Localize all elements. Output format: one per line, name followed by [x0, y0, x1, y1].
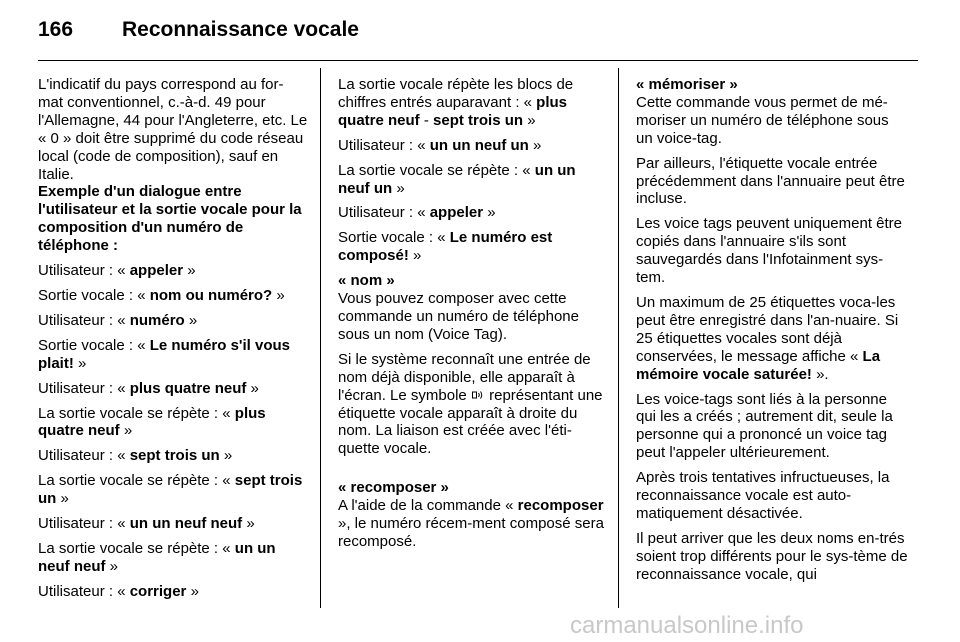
dialogue-utterance: Le numéro est composé! — [338, 229, 553, 265]
dialogue-speaker: La sortie vocale se répète : « — [338, 161, 535, 179]
dialogue-line — [38, 262, 308, 280]
dialogue-speaker: Utilisateur : « — [38, 262, 130, 280]
dialogue-speaker: Utilisateur : « — [38, 515, 130, 533]
column-divider-2 — [618, 68, 619, 608]
nom-text-a: Si le système reconnaît une entrée de nom déjà disponible, elle apparaît à l'écran. Le symbole — [338, 350, 591, 404]
column-1 — [38, 76, 308, 608]
dialogue-quote-close: » — [242, 515, 255, 533]
dialogue-line — [38, 472, 308, 508]
memoriser-text-a: Un maximum de 25 étiquettes voca-les peut être enregistré dans l'an-nuaire. Si 25 étiquettes vocales sont déjà conservées, le message affiche « — [636, 293, 899, 365]
dialogue-heading-text: Exemple d'un dialogue entre l'utilisateur et la sortie vocale pour la composition d'un numéro de téléphone : — [38, 183, 302, 255]
dialogue-utterance: Le numéro s'il vous plait! — [38, 336, 291, 372]
dialogue-quote-close: » — [392, 179, 405, 197]
dialogue-speaker: Utilisateur : « — [38, 379, 130, 397]
nom-text-b: représentant une étiquette vocale apparaît à droite du nom. La liaison est créée avec l'éti-quette vocale. — [338, 386, 603, 458]
nom-heading-text: « nom » — [338, 272, 395, 290]
dialogue-quote-close: » — [272, 286, 285, 304]
dialogue-line — [338, 229, 606, 265]
dialogue-quote-close: » — [186, 582, 199, 600]
country-code-paragraph: L'indicatif du pays correspond au for-mat conventionnel, c.-à-d. 49 pour l'Allemagne, 44 pour l'Angleterre, etc. Le « 0 » doit être supprimé du code réseau local (code de composition), sauf en Italie. — [38, 76, 308, 183]
dialogue-speaker: La sortie vocale se répète : « — [38, 539, 235, 557]
memoriser-paragraph-1: Cette commande vous permet de mé-moriser un numéro de téléphone sous un voice-tag. — [636, 93, 889, 147]
column-3 — [636, 76, 908, 591]
repeat-block-1: plus quatre neuf — [338, 93, 568, 129]
dialogue-quote-close: » — [246, 379, 259, 397]
watermark: carmanualsonline.info — [570, 612, 804, 639]
recomposer-heading-text: « recomposer » — [338, 479, 449, 497]
memoriser-heading — [636, 76, 908, 94]
nom-paragraph-2 — [338, 351, 606, 458]
dialogue-utterance: un un neuf un — [338, 161, 576, 197]
page-title: Reconnaissance vocale — [122, 18, 359, 41]
memoriser-text-b: ». — [811, 365, 829, 383]
dialogue-utterance: un un neuf un — [429, 136, 529, 154]
dialogue-utterance: sept trois un — [129, 447, 220, 465]
dialogue-speaker: Utilisateur : « — [38, 582, 130, 600]
dialogue-speaker: Sortie vocale : « — [38, 286, 150, 304]
dialogue-utterance: appeler — [429, 204, 484, 222]
dialogue-quote-close: » — [483, 204, 496, 222]
dialogue-quote-close: » — [184, 311, 198, 329]
repeat-blocks-paragraph — [338, 76, 606, 130]
repeat-text: La sortie vocale répète les blocs de chiffres entrés auparavant : « — [338, 76, 574, 111]
recomposer-text-b: », le numéro récem-ment composé sera recomposé. — [338, 515, 604, 550]
dialogue-example-heading — [38, 183, 308, 255]
dialogue-quote-close: » — [408, 247, 422, 265]
nom-heading — [338, 272, 606, 290]
nom-paragraph-1: Vous pouvez composer avec cette commande un numéro de téléphone sous un nom (Voice Tag). — [338, 290, 579, 343]
dialogue-line — [38, 540, 308, 576]
dialogue-line — [338, 204, 606, 222]
dialogue-line — [38, 312, 308, 330]
dialogue-quote-close: » — [219, 447, 233, 465]
dialogue-quote-close: » — [119, 422, 133, 440]
memory-full-message: La mémoire vocale saturée! — [636, 347, 881, 383]
header-rule — [38, 60, 918, 61]
memoriser-paragraph-6: Après trois tentatives infructueuses, la reconnaissance vocale est auto-matiquement désactivée. — [636, 469, 890, 522]
dialogue-speaker: Utilisateur : « — [38, 447, 130, 465]
dialogue-speaker: Utilisateur : « — [38, 311, 130, 329]
page-number: 166 — [38, 18, 74, 41]
dialogue-line — [38, 583, 308, 601]
memoriser-paragraph-4 — [636, 294, 908, 384]
recomposer-paragraph — [338, 497, 606, 551]
spacer — [338, 465, 606, 479]
recomposer-heading — [338, 479, 606, 497]
dialogue-line — [38, 287, 308, 305]
dialogue-utterance: sept trois un — [38, 472, 303, 508]
dialogue-line — [338, 162, 606, 198]
dialogue-line — [38, 515, 308, 533]
memoriser-paragraph-5: Les voice-tags sont liés à la personne qui les a créés ; autrement dit, seule la personne qui a prononcé un voice tag peut l'appeler ultérieurement. — [636, 390, 893, 462]
dialogue-speaker: La sortie vocale se répète : « — [38, 404, 235, 422]
dialogue-quote-close: » — [183, 262, 196, 280]
memoriser-paragraph-7: Il peut arriver que les deux noms en-trés soient trop différents pour le sys-tème de reconnaissance vocale, qui — [636, 529, 908, 583]
memoriser-paragraph-3: Les voice tags peuvent uniquement être copiés dans l'annuaire s'ils sont sauvegardés dans l'Infotainment sys-tem. — [636, 215, 903, 287]
dialogue-speaker: Sortie vocale : « — [338, 229, 450, 247]
dialogue-quote-close: » — [105, 557, 119, 575]
dialogue-speaker: Utilisateur : « — [338, 136, 430, 154]
repeat-quote-close: » — [523, 111, 536, 129]
dialogue-speaker: Utilisateur : « — [338, 204, 430, 222]
column-divider-1 — [320, 68, 321, 608]
dialogue-quote-close: » — [528, 136, 542, 154]
dialogue-line — [38, 337, 308, 373]
voice-tag-icon — [472, 389, 484, 401]
memoriser-paragraph-2: Par ailleurs, l'étiquette vocale entrée précédemment dans l'annuaire peut être incluse. — [636, 154, 905, 208]
dialogue-speaker: La sortie vocale se répète : « — [38, 472, 235, 490]
dialogue-line — [38, 380, 308, 398]
repeat-separator: - — [419, 111, 434, 129]
dialogue-quote-close: » — [56, 490, 69, 508]
repeat-block-2: sept trois un — [433, 111, 524, 129]
column-2 — [338, 76, 606, 558]
recomposer-command: recomposer — [517, 497, 604, 515]
dialogue-utterance: un un neuf neuf — [38, 539, 276, 575]
dialogue-line — [38, 447, 308, 465]
dialogue-utterance: plus quatre neuf — [129, 379, 247, 397]
memoriser-heading-text: « mémoriser » — [636, 76, 738, 93]
dialogue-utterance: appeler — [129, 262, 184, 280]
dialogue-utterance: numéro — [129, 311, 185, 329]
dialogue-line — [38, 405, 308, 441]
dialogue-utterance: nom ou numéro? — [149, 286, 273, 304]
dialogue-speaker: Sortie vocale : « — [38, 336, 150, 354]
recomposer-text-a: A l'aide de la commande « — [338, 497, 518, 515]
dialogue-line — [338, 137, 606, 155]
dialogue-utterance: un un neuf neuf — [129, 515, 243, 533]
dialogue-utterance: corriger — [129, 582, 187, 600]
dialogue-quote-close: » — [73, 354, 87, 372]
dialogue-utterance: plus quatre neuf — [38, 404, 266, 440]
